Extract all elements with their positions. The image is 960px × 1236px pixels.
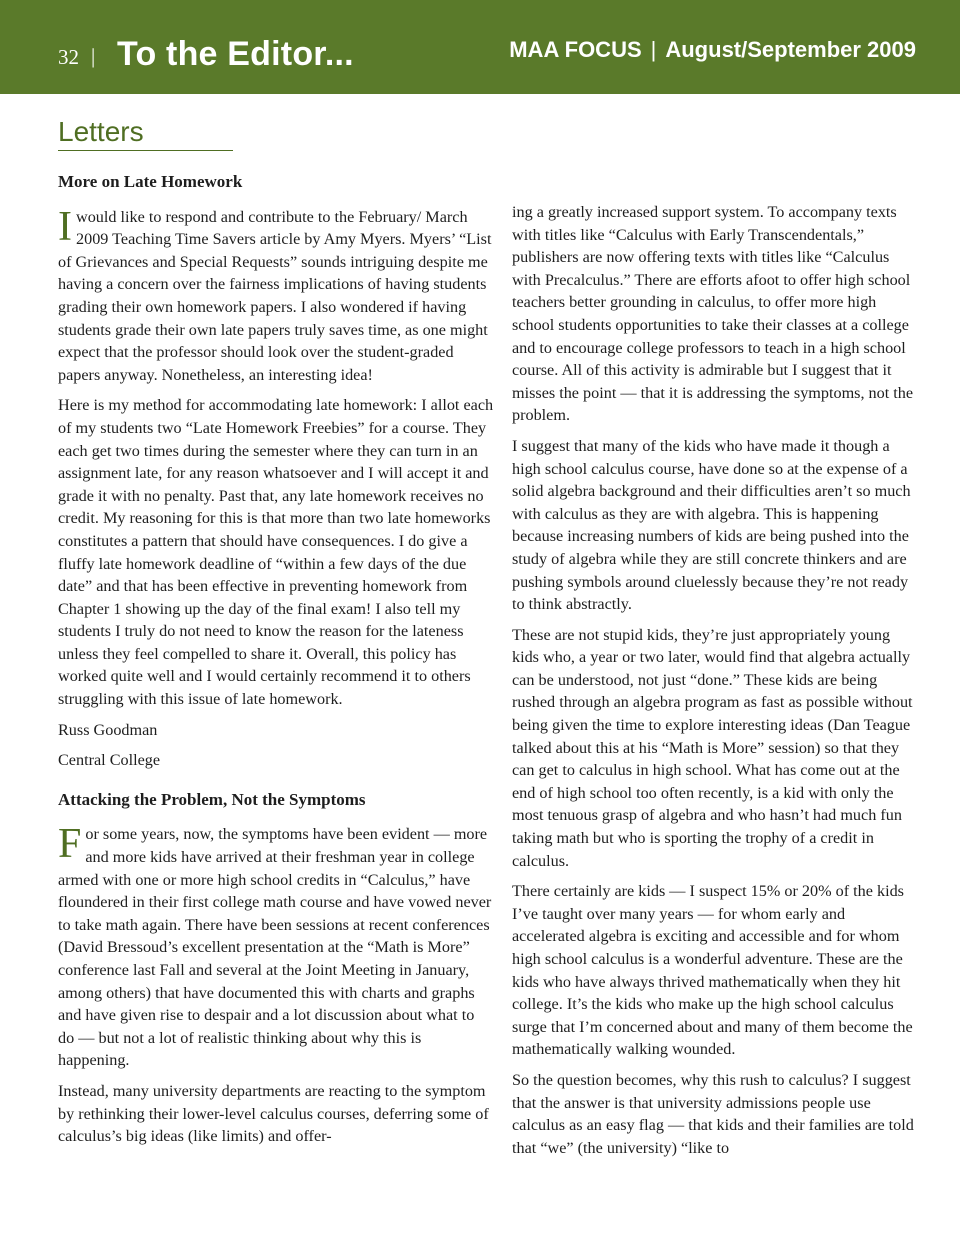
letter2-paragraph-1-text: or some years, now, the symptoms have been evident — more and more kids have arrived at their freshman year in college armed with one or more high school credits in “Calculus,” have floundered in their first college math course and have vowed never to take math again. There have been sessions at recent conferences (David Bressoud’s excellent presentation at the “Math is More” conference last Fall and several at the Joint Meeting in January, among others) that have documented this with charts and graphs and have given rise to despair and a lot discussion about what to do — but not a lot of realistic thinking about why this is happening.: [58, 825, 492, 1070]
drop-cap: I: [58, 203, 72, 250]
letter2-paragraph-4: These are not stupid kids, they’re just appropriately young kids who, a year or two later, would find that algebra actually can be understood, not just “done.” These kids are being rushed through an algebra program as fast as possible without being given the time to explore interesting ideas (Dan Teague talked about this at his “Math is More” session) so that they can get to calculus in high school. What has come out at the end of high school too often recently, is a kid with only the most tenuous grasp of algebra and who hasn’t had much fun taking math but who is sporting the trophy of a credit in calculus.: [512, 625, 913, 870]
letter1-title: More on Late Homework: [58, 172, 243, 191]
letter2-title: Attacking the Problem, Not the Symptoms: [58, 789, 366, 809]
publication-name: MAA FOCUS: [509, 37, 642, 62]
letter2-paragraph-1: [58, 823, 494, 1072]
letters-rule: [58, 150, 233, 151]
letter1-affiliation: Central College: [58, 751, 161, 770]
letter1-paragraph-2: Here is my method for accommodating late homework: I allot each of my students two “Late Homework Freebies” for a course. They each get two times during the semester where they can turn in an assignment late, for any reason whatsoever and I will accept it and grade it with no penalty. Past that, any late homework receives no credit. My reasoning for this is that more than two late homeworks constitutes a pattern that should have consequences. I do give a fluffy late homework deadline of “within a few days of the due date” and that has been effective in preventing homework from Chapter 1 showing up the day of the final exam! I also tell my students I truly do not need to know the reason for the lateness unless they feel compelled to share it. Overall, this policy has worked quite well and I would certainly recommend it to others struggling with this issue of late homework.: [58, 396, 494, 709]
drop-cap: F: [58, 821, 82, 868]
publication-separator: |: [650, 37, 657, 62]
issue-date: August/September 2009: [665, 37, 916, 62]
letter2-paragraph-5: There certainly are kids — I suspect 15% or 20% of the kids I’ve taught over many years — for whom early and accelerated algebra is exciting and accessible and for whom high school calculus is a wonderful adventure. These are the kids who have always thrived mathematically when they hit college. It’s the kids who make up the high school calculus surge that I’m concerned about and many of them become the mathematically walking wounded.: [512, 882, 913, 1059]
letters-heading: Letters: [58, 116, 144, 147]
letter2-paragraph-3: I suggest that many of the kids who have made it though a high school calculus course, have done so at the expense of a solid algebra background and their difficulties aren’t so much with calculus as they are with algebra. This is happening because increasing numbers of kids are being pushed into the study of algebra while they are still concrete thinkers and are pushing symbols around cluelessly because they’re not ready to think abstractly.: [512, 436, 911, 614]
header-divider: |: [91, 44, 96, 68]
letter1-author: Russ Goodman: [58, 720, 158, 739]
page-number: 32: [58, 45, 79, 69]
letter1-paragraph-1: [58, 203, 494, 387]
letter2-paragraph-2-start: Instead, many university departments are reacting to the symptom by rethinking their lower-level calculus courses, deferring some of calculus’s big ideas (like limits) and offer-: [58, 1081, 489, 1146]
letter2-paragraph-2-end: ing a greatly increased support system. To accompany texts with titles like “Calculus with Early Transcendentals,” publishers are now offering texts with titles like “Calculus with Precalculus.” There are efforts afoot to offer high school teachers better grounding in calculus, to offer more high school students opportunities to take their classes at a college and to encourage college professors to teach in a high school course. All of this activity is admirable but I suggest that it misses the point — that it is addressing the symptoms, not the problem.: [512, 203, 914, 425]
publication-info: [509, 37, 916, 63]
letter2-paragraph-6: So the question becomes, why this rush to calculus? I suggest that the answer is that university admissions people use calculus as an easy flag — that kids and their families are told that “we” (the university) “like to: [512, 1070, 914, 1157]
right-column: [512, 201, 920, 1167]
section-title: To the Editor...: [117, 35, 354, 73]
letter1-paragraph-1-text: would like to respond and contribute to the February/ March 2009 Teaching Time Savers article by Amy Myers. Myers’ “List of Grievances and Special Requests” sounds intriguing despite me having a concern over the fairness implications of having students grading their own homework papers. I also wondered if having students grade their own late papers truly saves time, as one might expect that the professor should look over the student-graded papers anyway. Nonetheless, an interesting idea!: [58, 207, 492, 384]
left-column: [58, 171, 494, 1156]
